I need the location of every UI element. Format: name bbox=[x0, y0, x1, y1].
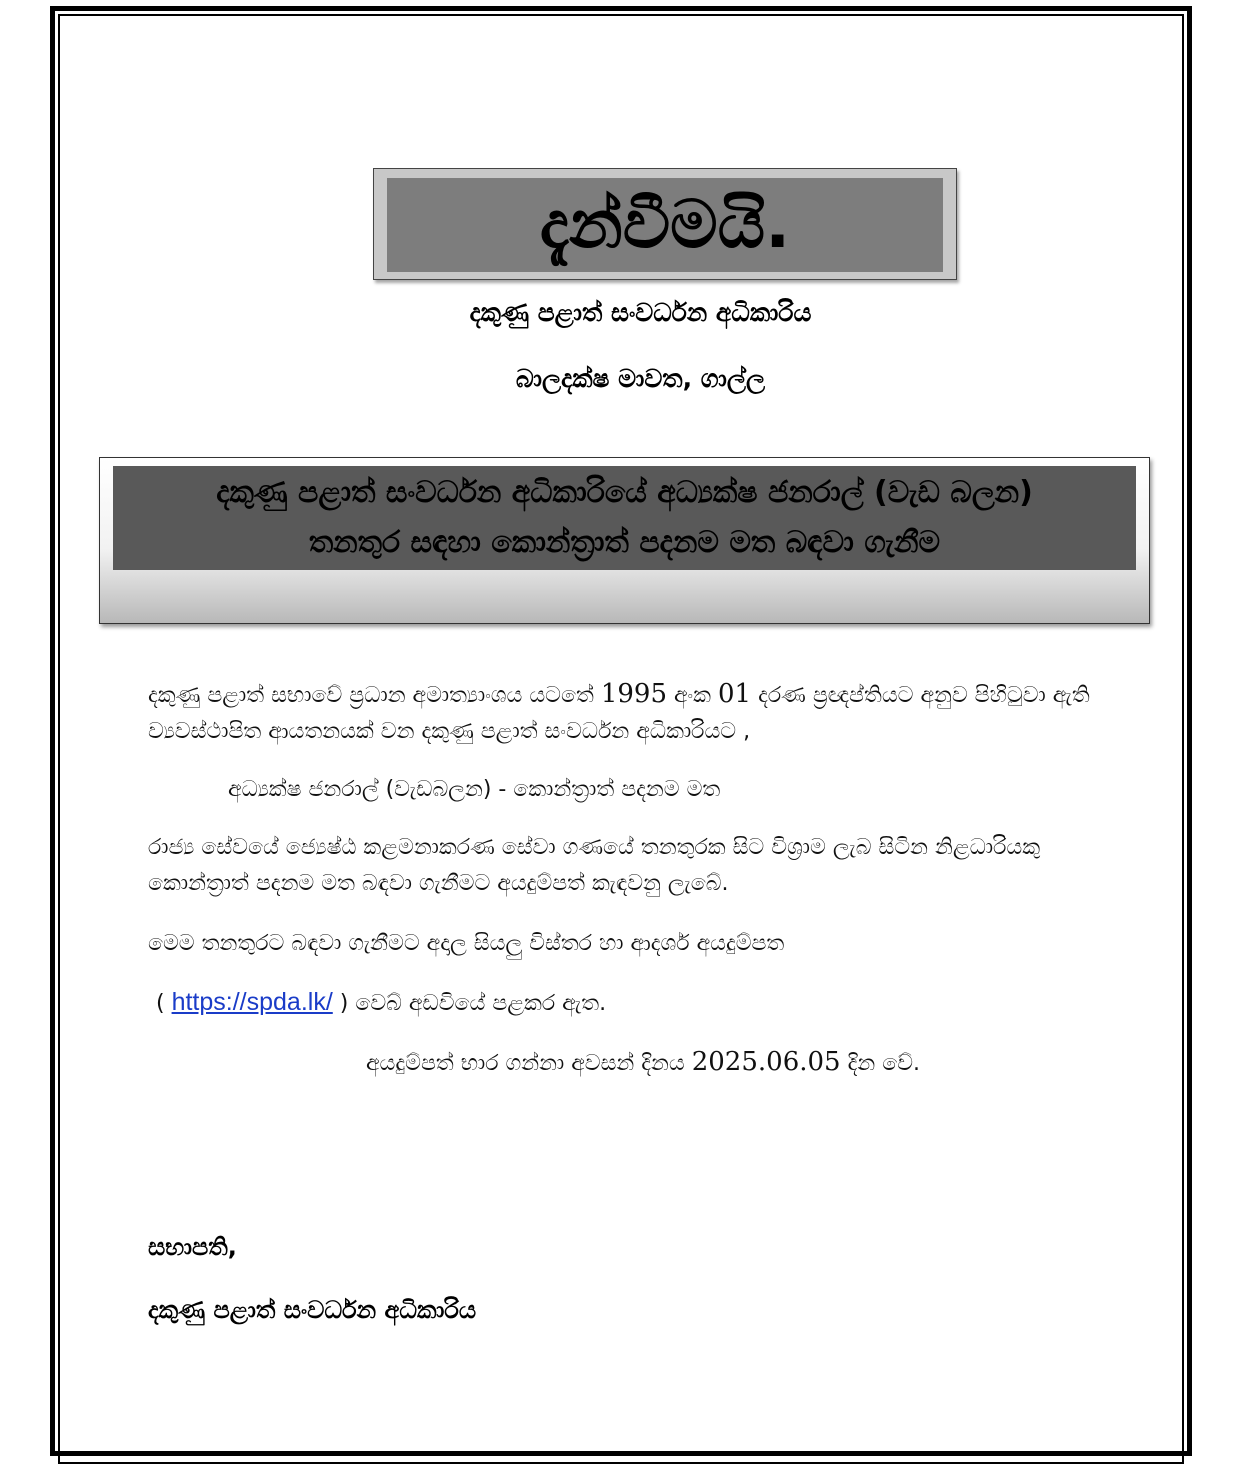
intro-text-b: අංක bbox=[666, 683, 718, 708]
website-link[interactable]: https://spda.lk/ bbox=[171, 988, 333, 1016]
post-title: අධ්‍යක්ෂ ජනරාල් (වැඩබලන) - කොන්ත්‍රාත් පදනම මත bbox=[228, 777, 721, 802]
organization-name: දකුණු පළාත් සංවර්ධන අධිකාරිය bbox=[469, 298, 812, 327]
notice-title-panel bbox=[387, 178, 943, 272]
intro-text-a: දකුණු පළාත් සභාවේ ප්‍රධාන අමාත්‍යාංශය යටතේ bbox=[148, 683, 601, 708]
website-text: ) වෙබ් අඩවියේ පළකර ඇත. bbox=[332, 991, 607, 1016]
intro-paragraph bbox=[148, 676, 1108, 750]
closing-text-b: දින වේ. bbox=[840, 1051, 921, 1076]
signatory-organization: දකුණු පළාත් සංවර්ධන අධිකාරිය bbox=[148, 1296, 477, 1324]
website-line bbox=[156, 984, 1116, 1022]
website-paren-open: ( bbox=[156, 991, 172, 1016]
position-heading-line-2: තනතුර සඳහා කොන්ත්‍රාත් පදනම මත බඳවා ගැනීම bbox=[308, 525, 941, 560]
signatory-title: සභාපති, bbox=[148, 1233, 237, 1261]
act-year: 1995 bbox=[600, 679, 667, 709]
closing-text-a: අයදුම්පත් භාර ගන්නා අවසන් දිනය bbox=[365, 1051, 692, 1076]
notice-title: දැන්වීමයි. bbox=[539, 186, 791, 263]
position-heading-box bbox=[99, 457, 1150, 624]
position-heading-panel bbox=[113, 466, 1136, 570]
notice-title-box bbox=[373, 168, 957, 280]
closing-date-line bbox=[0, 1044, 1241, 1082]
details-paragraph: මෙම තනතුරට බඳවා ගැනීමට අදාල සියලු විස්තර හා ආදර්ශ අයදුම්පත bbox=[148, 931, 785, 956]
eligibility-paragraph: රාජ්‍ය සේවයේ ජ්‍යෙෂ්ඨ කළමනාකරණ සේවා ගණයේ තනතුරක සිට විශ්‍රාම ලැබ සිටින නිළධාරියකු කොන්ත්‍රාත් පදනම මත බඳවා ගැනීමට අයදුම්පත් කැඳවනු ලැබේ. bbox=[148, 835, 1041, 896]
act-number: 01 bbox=[717, 679, 752, 709]
position-heading-line-1: දකුණු පළාත් සංවර්ධන අධිකාරියේ අධ්‍යක්ෂ ජනරාල් (වැඩ බලන) bbox=[216, 475, 1033, 510]
intro-text-c: දරණ ප්‍රඥප්තියට අනුව පිහිටුවා ඇති ව්‍යවස්ථාපිත ආයතනයක් වන දකුණු පළාත් සංවර්ධන අධිකාරියට , bbox=[148, 683, 1090, 744]
organization-address: බාලදක්ෂ මාවත, ගාල්ල bbox=[515, 364, 766, 393]
closing-date: 2025.06.05 bbox=[691, 1047, 841, 1077]
